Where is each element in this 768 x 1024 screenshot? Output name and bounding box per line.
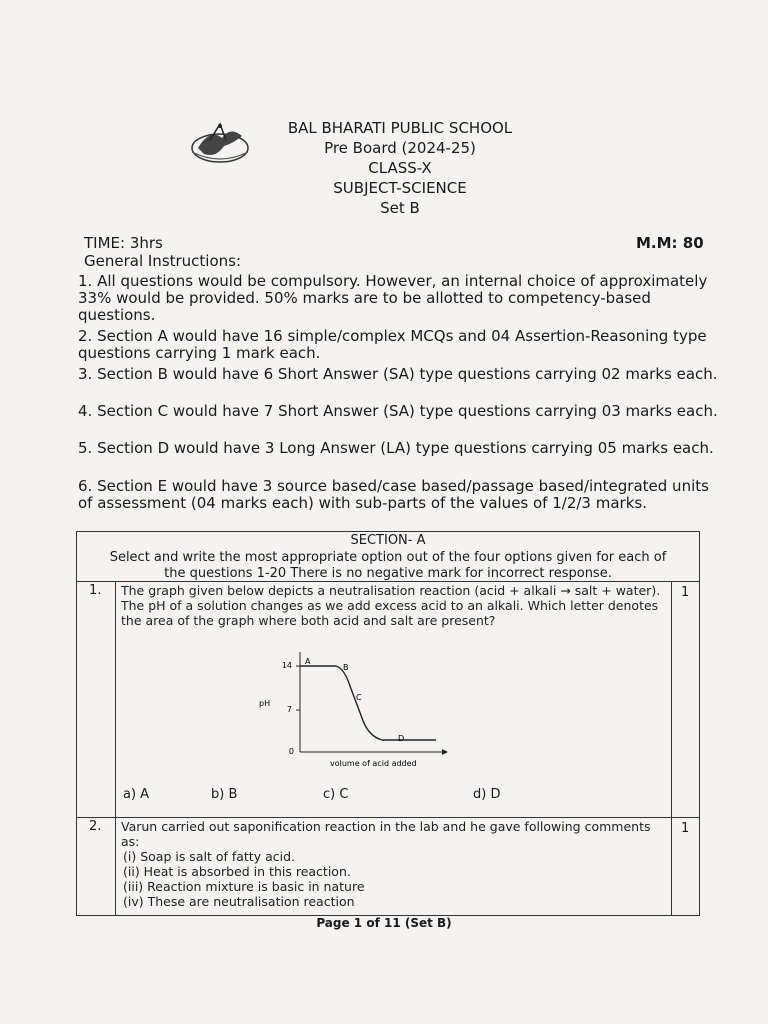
tick-14: 14 xyxy=(281,661,292,670)
set-label: Set B xyxy=(380,199,420,217)
max-marks: M.M: 80 xyxy=(636,234,704,252)
statement-item: (iii) Reaction mixture is basic in nature xyxy=(123,879,365,894)
question-text: The graph given below depicts a neutralisation reaction (acid + alkali → salt + water). The pH of a solution changes as we add excess acid to an alkali. Which letter denotes the area of the graph where both acid and salt are present? xyxy=(121,583,661,628)
section-title: SECTION- A xyxy=(350,533,426,548)
point-c: C xyxy=(356,693,362,702)
section-instruction-2: the questions 1-20 There is no negative mark for incorrect response. xyxy=(164,566,612,581)
x-axis-arrow xyxy=(442,749,448,755)
question-number: 2. xyxy=(89,819,102,834)
class-label: CLASS-X xyxy=(368,159,432,177)
y-axis-label: pH xyxy=(259,699,271,708)
point-a: A xyxy=(305,657,311,666)
school-name: BAL BHARATI PUBLIC SCHOOL xyxy=(287,119,513,137)
option-a: a) A xyxy=(123,787,150,802)
statement-item: (ii) Heat is absorbed in this reaction. xyxy=(123,864,351,879)
statement-item: (i) Soap is salt of fatty acid. xyxy=(123,849,295,864)
subject-label: SUBJECT-SCIENCE xyxy=(333,179,467,197)
tick-7: 7 xyxy=(286,705,292,714)
school-logo-icon xyxy=(180,118,260,170)
ph-curve xyxy=(300,666,436,740)
instruction-5: 5. Section D would have 3 Long Answer (LA) type questions carrying 05 marks each. xyxy=(78,439,714,457)
question-number: 1. xyxy=(89,583,102,598)
instructions-heading: General Instructions: xyxy=(84,252,242,270)
ph-graph xyxy=(250,648,450,776)
point-b: B xyxy=(343,663,349,672)
instruction-2: 2. Section A would have 16 simple/complex MCQs and 04 Assertion-Reasoning type questions carrying 1 mark each. xyxy=(78,327,707,362)
option-d: d) D xyxy=(473,787,501,802)
option-c: c) C xyxy=(323,787,349,802)
section-instruction-1: Select and write the most appropriate option out of the four options given for each of xyxy=(109,550,667,565)
x-axis-label: volume of acid added xyxy=(330,759,417,768)
time-label: TIME: 3hrs xyxy=(84,234,163,252)
question-marks: 1 xyxy=(681,821,690,836)
exam-title: Pre Board (2024-25) xyxy=(324,139,476,157)
question-text: Varun carried out saponification reaction in the lab and he gave following comments as: xyxy=(121,819,651,849)
instruction-4: 4. Section C would have 7 Short Answer (SA) type questions carrying 03 marks each. xyxy=(78,402,718,420)
option-b: b) B xyxy=(211,787,238,802)
page-footer: Page 1 of 11 (Set B) xyxy=(316,916,452,930)
instruction-6: 6. Section E would have 3 source based/case based/passage based/integrated units of assessment (04 marks each) with sub-parts of the values of 1/2/3 marks. xyxy=(78,477,709,512)
instruction-1: 1. All questions would be compulsory. However, an internal choice of approximately 33% would be provided. 50% marks are to be allotted to competency-based questions. xyxy=(78,272,708,324)
question-marks: 1 xyxy=(681,585,690,600)
tick-0: 0 xyxy=(288,747,294,756)
point-d: D xyxy=(398,734,405,743)
instruction-3: 3. Section B would have 6 Short Answer (SA) type questions carrying 02 marks each. xyxy=(78,365,718,383)
statement-item: (iv) These are neutralisation reaction xyxy=(123,894,355,909)
